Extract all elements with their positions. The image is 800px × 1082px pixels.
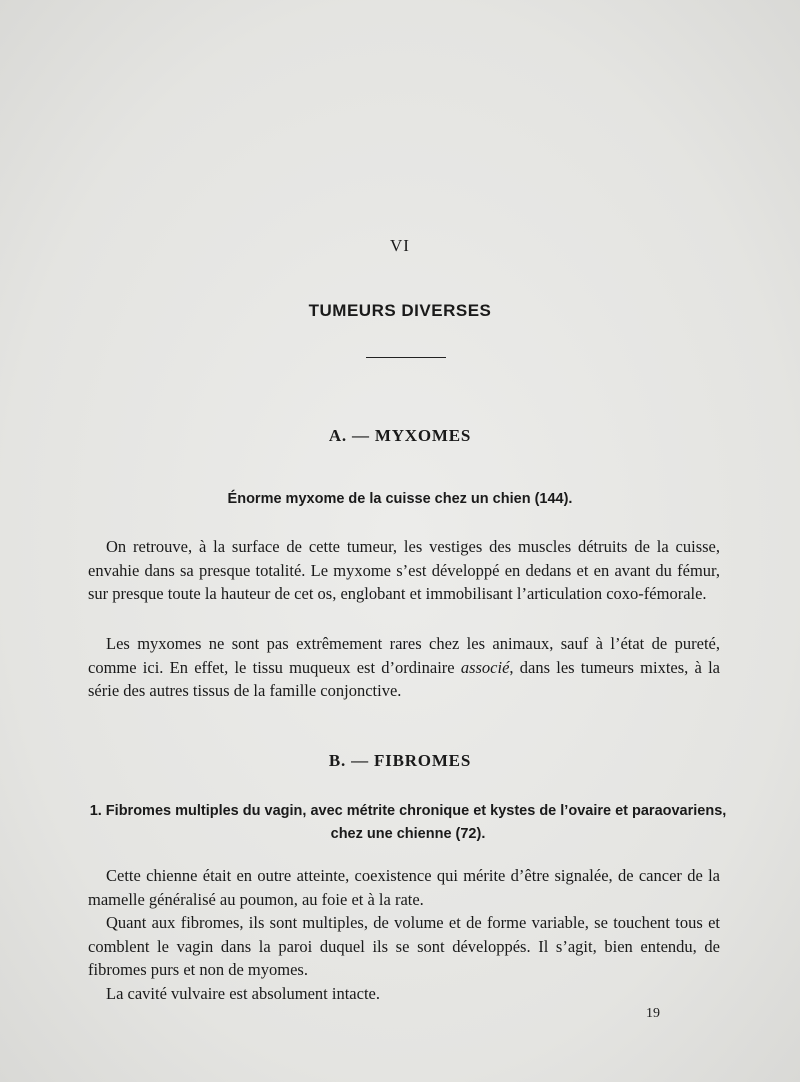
section-b-heading: B. — FIBROMES	[328, 751, 472, 770]
paragraph-2-text-end: , dans les tumeurs mixtes, à la série des autres tissus de la famille conjonctive.	[88, 657, 720, 700]
section-b-paragraph-1: Cette chienne était en outre atteinte, coexistence qui mérite d’être signalée, de cancer de la mamelle généralisé au poumon, au foie et à la rate.	[88, 866, 720, 909]
section-b-paragraph-2: Quant aux fibromes, ils sont multiples, de volume et de forme variable, se touchent tous et comblent le vagin dans la paroi duquel ils se sont développés. Il s’agit, bien entendu, de fibromes purs et non de myomes.	[88, 913, 720, 979]
paragraph-2-text-start: Les myxomes ne sont pas extrêmement rares chez les animaux, sauf à l’état de pureté, comme ici. En effet, le tissu muqueux est d’ordinaire	[88, 634, 720, 677]
section-a-paragraph-2	[88, 632, 720, 703]
chapter-title: TUMEURS DIVERSES	[308, 301, 492, 320]
chapter-number: VI	[390, 236, 410, 255]
page-number: 19	[646, 1006, 660, 1021]
section-a-paragraph-1: On retrouve, à la surface de cette tumeur, les vestiges des muscles détruits de la cuisse, envahie dans sa presque totalité. Le myxome s’est développé en dedans et en avant du fémur, sur presque toute la hauteur de cet os, englobant et immobilisant l’articulation coxo-fémorale.	[88, 537, 720, 603]
section-a-heading: A. — MYXOMES	[328, 426, 472, 445]
section-a-subheading: Énorme myxome de la cuisse chez un chien (144).	[227, 491, 573, 507]
section-b-paragraph-3: La cavité vulvaire est absolument intacte.	[106, 984, 380, 1003]
title-rule	[366, 357, 446, 358]
paragraph-2-emphasis: associé	[460, 657, 510, 677]
section-b-subheading: 1. Fibromes multiples du vagin, avec métrite chronique et kystes de l’ovaire et paraovariens, chez une chienne (72).	[89, 803, 727, 842]
